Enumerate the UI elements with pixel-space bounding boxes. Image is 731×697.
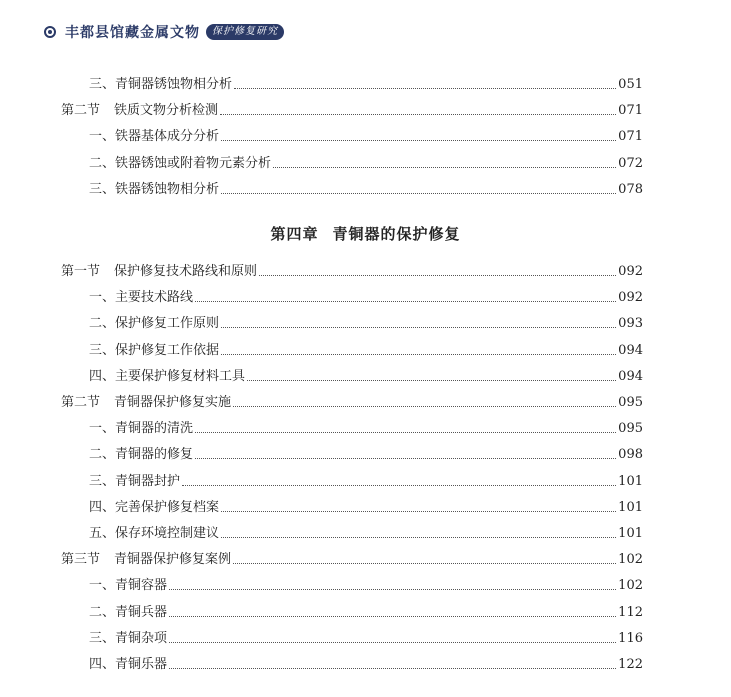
entry-title: 铁质文物分析检测 bbox=[114, 103, 219, 119]
toc-item-entry[interactable] bbox=[89, 341, 643, 361]
dot-leader bbox=[169, 615, 616, 617]
page-number: 071 bbox=[618, 103, 643, 119]
toc-section-entry[interactable] bbox=[61, 262, 643, 282]
book-subtitle-badge: 保护修复研究 bbox=[206, 24, 284, 40]
dot-leader bbox=[273, 166, 616, 168]
dot-leader bbox=[233, 562, 616, 564]
entry-title: 青铜器的修复 bbox=[115, 447, 194, 463]
toc-section-entry[interactable] bbox=[61, 101, 643, 121]
dot-leader bbox=[169, 588, 616, 590]
dot-leader bbox=[221, 139, 616, 141]
toc-item-entry[interactable] bbox=[89, 180, 643, 200]
dot-leader bbox=[221, 192, 616, 194]
entry-title: 青铜容器 bbox=[115, 578, 168, 594]
toc-item-entry[interactable] bbox=[89, 498, 643, 518]
dot-leader bbox=[221, 536, 616, 538]
entry-title: 青铜器保护修复实施 bbox=[114, 395, 232, 410]
toc-item-entry[interactable] bbox=[89, 576, 643, 596]
dot-leader bbox=[195, 431, 616, 433]
entry-title: 青铜兵器 bbox=[115, 604, 168, 620]
entry-title: 青铜器封护 bbox=[115, 473, 181, 489]
entry-label bbox=[89, 603, 167, 623]
entry-title: 主要保护修复材料工具 bbox=[115, 368, 246, 384]
chapter-title: 青铜器的保护修复 bbox=[332, 225, 461, 243]
page-number: 116 bbox=[618, 630, 643, 646]
toc-item-entry[interactable] bbox=[89, 314, 643, 334]
page-number: 122 bbox=[618, 657, 643, 672]
entry-number: 一、 bbox=[89, 129, 116, 145]
toc-item-entry[interactable] bbox=[89, 655, 643, 675]
entry-label bbox=[89, 341, 219, 361]
page-number: 102 bbox=[618, 552, 643, 568]
entry-title: 青铜器保护修复案例 bbox=[114, 552, 232, 568]
entry-number: 五、 bbox=[89, 526, 116, 541]
page-number: 098 bbox=[618, 447, 643, 463]
dot-leader bbox=[221, 353, 616, 355]
entry-label bbox=[89, 498, 219, 518]
page-number: 095 bbox=[618, 395, 643, 410]
entry-number: 二、 bbox=[89, 316, 116, 332]
page-number: 101 bbox=[618, 473, 643, 489]
entry-label bbox=[89, 367, 245, 387]
toc-item-entry[interactable] bbox=[89, 127, 643, 147]
toc-section-entry[interactable] bbox=[61, 393, 643, 413]
entry-number: 第一节 bbox=[61, 264, 101, 279]
entry-label bbox=[61, 262, 257, 282]
entry-label bbox=[61, 393, 231, 413]
toc-item-entry[interactable] bbox=[89, 288, 643, 308]
page-number: 072 bbox=[618, 155, 643, 171]
entry-label bbox=[89, 288, 193, 308]
entry-title: 保护修复技术路线和原则 bbox=[114, 264, 258, 279]
entry-title: 主要技术路线 bbox=[115, 290, 194, 306]
page-number: 071 bbox=[618, 129, 643, 145]
entry-label bbox=[89, 472, 180, 492]
entry-title: 保存环境控制建议 bbox=[115, 526, 220, 541]
entry-title: 青铜杂项 bbox=[115, 630, 168, 646]
dot-leader bbox=[234, 87, 616, 89]
entry-label bbox=[61, 550, 231, 570]
toc-section-entry[interactable] bbox=[61, 550, 643, 570]
entry-number: 四、 bbox=[89, 499, 116, 515]
toc-item-entry[interactable] bbox=[89, 603, 643, 623]
entry-title: 青铜乐器 bbox=[115, 657, 168, 672]
circle-ornament-icon bbox=[44, 26, 56, 38]
entry-number: 三、 bbox=[89, 342, 116, 358]
dot-leader bbox=[169, 641, 616, 643]
page-number: 102 bbox=[618, 578, 643, 594]
dot-leader bbox=[259, 274, 616, 276]
entry-number: 第二节 bbox=[61, 103, 101, 119]
entry-label bbox=[89, 524, 219, 544]
page-number: 094 bbox=[618, 368, 643, 384]
dot-leader bbox=[221, 510, 616, 512]
page-number: 112 bbox=[618, 604, 643, 620]
entry-title: 青铜器的清洗 bbox=[115, 421, 194, 437]
toc-item-entry[interactable] bbox=[89, 629, 643, 649]
page-number: 093 bbox=[618, 316, 643, 332]
entry-number: 三、 bbox=[89, 473, 116, 489]
page-number: 051 bbox=[618, 77, 643, 92]
toc-item-entry[interactable] bbox=[89, 524, 643, 544]
page-number: 101 bbox=[618, 526, 643, 541]
entry-label bbox=[89, 180, 219, 200]
entry-title: 铁器基体成分分析 bbox=[115, 129, 220, 145]
entry-number: 三、 bbox=[89, 77, 116, 92]
toc-item-entry[interactable] bbox=[89, 154, 643, 174]
entry-label bbox=[89, 154, 271, 174]
entry-label bbox=[89, 419, 193, 439]
entry-title: 铁器锈蚀物相分析 bbox=[115, 181, 220, 197]
dot-leader bbox=[247, 379, 616, 381]
entry-label bbox=[89, 127, 219, 147]
page-number: 095 bbox=[618, 421, 643, 437]
entry-number: 第三节 bbox=[61, 552, 101, 568]
entry-label bbox=[89, 629, 167, 649]
toc-item-entry[interactable] bbox=[89, 419, 643, 439]
book-title: 丰都县馆藏金属文物 bbox=[65, 25, 200, 41]
entry-number: 三、 bbox=[89, 630, 116, 646]
page-number: 092 bbox=[618, 290, 643, 306]
dot-leader bbox=[220, 113, 616, 115]
entry-title: 完善保护修复档案 bbox=[115, 499, 220, 515]
entry-number: 二、 bbox=[89, 447, 116, 463]
entry-title: 保护修复工作原则 bbox=[115, 316, 220, 332]
page-number: 094 bbox=[618, 342, 643, 358]
entry-label bbox=[61, 101, 218, 121]
dot-leader bbox=[233, 405, 616, 407]
entry-label bbox=[89, 75, 232, 95]
entry-title: 保护修复工作依据 bbox=[115, 342, 220, 358]
entry-label bbox=[89, 314, 219, 334]
chapter-number: 第四章 bbox=[270, 225, 319, 243]
chapter-heading bbox=[0, 223, 731, 244]
dot-leader bbox=[182, 484, 616, 486]
entry-number: 一、 bbox=[89, 290, 116, 306]
dot-leader bbox=[195, 457, 616, 459]
entry-title: 铁器锈蚀或附着物元素分析 bbox=[115, 155, 272, 171]
toc-item-entry[interactable] bbox=[89, 367, 643, 387]
entry-number: 第二节 bbox=[61, 395, 101, 410]
toc-item-entry[interactable] bbox=[89, 75, 643, 95]
toc-item-entry[interactable] bbox=[89, 472, 643, 492]
entry-number: 一、 bbox=[89, 578, 116, 594]
page-number: 078 bbox=[618, 181, 643, 197]
page-number: 092 bbox=[618, 264, 643, 279]
entry-label bbox=[89, 655, 167, 675]
entry-number: 一、 bbox=[89, 421, 116, 437]
entry-label bbox=[89, 445, 193, 465]
entry-number: 四、 bbox=[89, 368, 116, 384]
toc-item-entry[interactable] bbox=[89, 445, 643, 465]
entry-number: 三、 bbox=[89, 181, 116, 197]
entry-label bbox=[89, 576, 167, 596]
page-number: 101 bbox=[618, 499, 643, 515]
entry-title: 青铜器锈蚀物相分析 bbox=[115, 77, 233, 92]
entry-number: 二、 bbox=[89, 155, 116, 171]
dot-leader bbox=[169, 667, 616, 669]
entry-number: 二、 bbox=[89, 604, 116, 620]
running-header bbox=[44, 21, 284, 43]
dot-leader bbox=[221, 326, 616, 328]
entry-number: 四、 bbox=[89, 657, 116, 672]
dot-leader bbox=[195, 300, 616, 302]
